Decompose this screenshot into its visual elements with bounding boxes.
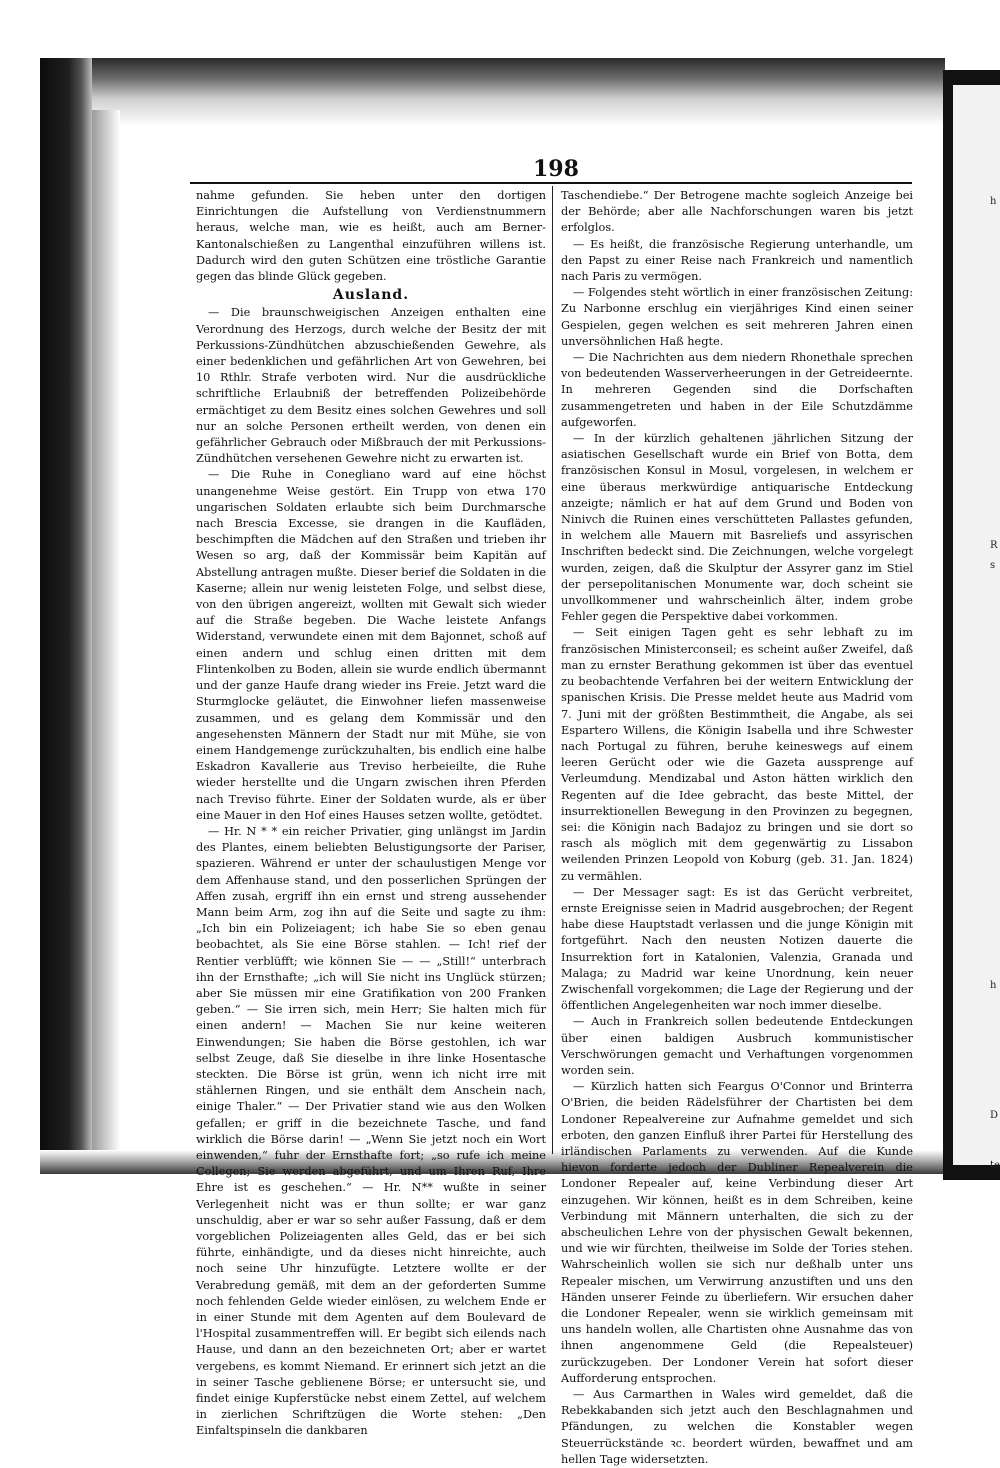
article-paragraph: — In der kürzlich gehaltenen jährlichen Sitzung der asiatischen Gesellschaft wurde ein Brief von Botta, dem französischen Konsul in Mosul, vorgelesen, in welchem er eine überaus merkwürdige antiquarische Entdeckung anzeigte; nämlich er hat auf dem Grund und Boden von Ninivch die Ruinen eines verschütteten Pallastes gefunden, in welchem alle Mauern mit Basreliefs und assyrischen Inschriften bedeckt sind. Die Zeichnungen, welche vorgelegt wurden, zeigen, daß die Skulptur der Assyrer ganz im Stiel der persepolitanischen Monumente war, doch scheint sie unvollkommener und wahrscheinlich älter, indem grobe Fehler gegen die Perspektive dabei vorkommen. xyxy=(561,432,913,624)
section-heading: Ausland. xyxy=(332,287,410,304)
article-paragraph: — Hr. N * * ein reicher Privatier, ging unlängst im Jardin des Plantes, einem beliebten Belustigungsorte der Pariser, spazieren. Während er unter der schaulustigen Menge vor dem Affenhause stand, und den posserlichen Sprüngen der Affen zusah, ergriff ihn ein ernst und streng aussehender Mann beim Arm, zog ihn auf die Seite und sagte zu ihm: „Ich bin ein Polizeiagent; ich habe Sie so eben genau beobachtet, als Sie eine Börse stahlen. — Ich! rief der Rentier verblüfft; wie können Sie — — „Still!“ unterbrach ihn der Ernsthafte; „ich will Sie nicht ins Unglück stürzen; aber Sie müssen mir eine Gratifikation von 200 Franken geben.“ — Sie irren sich, mein Herr; Sie halten mich für einen andern! — Machen Sie nur keine weiteren Einwendungen; Sie haben die Börse gestohlen, ich war selbst Zeuge, daß Sie dieselbe in ihre linke Hosentasche steckten. Die Börse ist grün, wenn ich nicht irre mit stählernen Ringen, und sie enthält dem Anschein nach, einige Thaler.“ — Der Privatier stand wie aus den Wolken gefallen; er griff in die bezeichnete Tasche, und fand wirklich die Börse darin! — „Wenn Sie jetzt noch ein Wort einwenden,“ fuhr der Ernsthafte fort; „so rufe ich meine Collegen; Sie werden abgeführt, und um Ihren Ruf, Ihre Ehre ist es geschehen.“ — Hr. N** wußte in seiner Verlegenheit nicht was er thun sollte; er war ganz unschuldig, aber er war so sehr außer Fassung, daß er dem vorgeblichen Polizeiagenten alles Geld, das er bei sich führte, einhändigte, und da dieses nicht hinreichte, auch noch seine Uhr hinzufügte. Letztere wollte er der Verabredung gemäß, mit dem an der geforderten Summe noch fehlenden Gelde wieder einlösen, zu welchem Ende er in einer Stunde mit dem Agenten auf dem Boulevard de l'Hospital zusammentreffen will. Er begibt sich eilends nach Hause, und dann an den bezeichneten Ort; aber er wartet vergebens, es kommt Niemand. Er erinnert sich jetzt an die in seiner Tasche geblienene Börse; er untersucht sie, und findet einige Kupferstücke nebst einem Zettel, auf welchem in zierlichen Schriftzügen die Worte stehen: „Den Einfaltspinseln die dankbaren xyxy=(196,824,546,1438)
header-rule xyxy=(190,182,912,184)
page-number: 198 xyxy=(533,156,579,182)
article-paragraph: — Die Ruhe in Conegliano ward auf eine höchst unangenehme Weise gestört. Ein Trupp von etwa 170 ungarischen Soldaten erlaubte sich beim Durchmarsche nach Brescia Excesse, sie drangen in die Kaufläden, beschimpften die Mädchen auf den Straßen und trieben ihr Wesen so arg, daß der Kommissär beim Kapitän auf Abstellung antragen mußte. Dieser berief die Soldaten in die Kaserne; allein nur wenig leisteten Folge, und selbst diese, von den übrigen angereizt, wollten mit Gewalt sich wieder auf die Straße begeben. Die Wache leistete Anfangs Widerstand, verwundete einen mit dem Bajonnet, schoß auf einen andern und schlug einen dritten mit dem Flintenkolben zu Boden, allein sie wurde endlich übermannt und der ganze Haufe drang wieder ins Freie. Jetzt ward die Sturmglocke geläutet, die Einwohner liefen massenweise zusammen, und es gelang dem Kommissär und den angesehensten Männern der Stadt nur mit Mühe, sie von einem Handgemenge zurückzuhalten, bis endlich eine halbe Eskadron Kavallerie aus Treviso herbeieilte, die Ruhe wieder herstellte und die Ungarn zwischen ihren Pferden nach Treviso führte. Einer der Soldaten wurde, als er über eine Mauer in den Hof eines Hauses setzen wollte, getödtet. xyxy=(196,468,546,822)
article-paragraph: — Seit einigen Tagen geht es sehr lebhaft zu im französischen Ministerconseil; es scheint außer Zweifel, daß man zu ernster Berathung gekommen ist über das eventuel zu beobachtende Verfahren bei der weitern Entwicklung der spanischen Krisis. Die Presse meldet heute aus Madrid vom 7. Juni mit der größten Bestimmtheit, die Angabe, als sei Espartero Willens, die Königin Isabella und ihre Schwester nach Portugal zu führen, beruhe keineswegs auf einem leeren Gerücht oder wie die Gazeta aussprenge auf Verleumdung. Mendizabal und Aston hätten wirklich den Regenten auf die Idee gebracht, das beste Mittel, der insurrektionellen Bewegung in den Provinzen zu begegnen, sei: die Königin nach Badajoz zu bringen und sie dort so rasch als möglich mit dem gegenwärtig zu Lissabon weilenden Prinzen Leopold von Koburg (geb. 31. Jan. 1824) zu vermählen. xyxy=(561,626,913,883)
column-divider xyxy=(552,186,553,1154)
article-paragraph: — Kürzlich hatten sich Feargus O'Connor und Brinterra O'Brien, die beiden Rädelsführer der Chartisten bei dem Londoner Repealvereine zur Aufnahme gemeldet und sich erboten, den ganzen Einfluß ihrer Partei für Herstellung des irländischen Parlaments zu verwenden. Auf die Kunde hievon forderte jedoch der Dubliner Repealverein die Londoner Repealer auf, keine Verbindung dieser Art einzugehen. Wir können, heißt es in dem Schreiben, keine Verbindung mit Männern unterhalten, die sich zu der abscheulichen Lehre von der physischen Gewalt bekennen, und wie wir fürchten, theilweise im Solde der Tories stehen. Wahrscheinlich wollen sie sich nur deßhalb unter uns Repealer mischen, um Verwirrung anzustiften und uns den Händen unserer Feinde zu überliefern. Wir ersuchen daher die Londoner Repealer, wenn sie wirklich gemeinsam mit uns handeln wollen, alle Chartisten ohne Ausnahme das von ihnen angenommene Geld (die Repealsteuer) zurückzugeben. Der Londoner Verein hat sofort dieser Aufforderung entsprochen. xyxy=(561,1080,913,1385)
article-paragraph: — Folgendes steht wörtlich in einer französischen Zeitung: Zu Narbonne erschlug ein vierjähriges Kind einen seiner Gespielen, gegen welchen es seit mehreren Jahren einen unversöhnlichen Haß hegte. xyxy=(561,286,913,348)
adjacent-page-fragment: s xyxy=(990,560,996,571)
article-paragraph: — Die Nachrichten aus dem niedern Rhonethale sprechen von bedeutenden Wasserverheerungen in der Getreideernte. In mehreren Gegenden sind die Dorfschaften zusammengetreten und haben in der Eile Schutzdämme aufgeworfen. xyxy=(561,351,913,429)
article-paragraph: — Aus Carmarthen in Wales wird gemeldet, daß die Rebekkabanden sich jetzt auch den Beschlagnahmen und Pfändungen, zu welchen die Konstabler wegen Steuerrückstände ꝛc. beordert würden, bewaffnet und am hellen Tage widersetzten. xyxy=(561,1388,913,1466)
article-paragraph: nahme gefunden. Sie heben unter den dortigen Einrichtungen die Aufstellung von Verdienstnummern heraus, welche man, wie es heißt, auch am Berner-Kantonalschießen zu Langenthal einzuführen willens ist. Dadurch wird den guten Schützen eine tröstliche Garantie gegen das blinde Glück gegeben. xyxy=(196,189,546,284)
adjacent-page-fragment: te xyxy=(990,1160,1000,1171)
article-paragraph: — Es heißt, die französische Regierung unterhandle, um den Papst zu einer Reise nach Frankreich und namentlich nach Paris zu vermögen. xyxy=(561,237,913,284)
article-paragraph: — Auch in Frankreich sollen bedeutende Entdeckungen über einen baldigen Ausbruch kommunistischer Verschwörungen gemacht und Verhaftungen vorgenommen worden sein. xyxy=(561,1015,913,1077)
left-column xyxy=(196,188,546,1440)
article-paragraph: — Der Messager sagt: Es ist das Gerücht verbreitet, ernste Ereignisse seien in Madrid ausgebrochen; der Regent habe diese Hauptstadt verlassen und die junge Königin mit fortgeführt. Nach den neusten Notizen dauerte die Insurrektion fort in Katalonien, Valenzia, Granada und Malaga; zu Madrid war keine Unordnung, kein neuer Zwischenfall vorgekommen; die Lage der Regierung und der öffentlichen Angelegenheiten war noch immer dieselbe. xyxy=(561,885,913,1013)
adjacent-page-fragment: D xyxy=(990,1110,999,1121)
right-column xyxy=(561,188,913,1468)
binding-shadow-left xyxy=(40,58,92,1166)
article-paragraph: Taschendiebe.“ Der Betrogene machte sogleich Anzeige bei der Behörde; aber alle Nachforschungen waren bis jetzt erfolglos. xyxy=(561,189,913,235)
adjacent-page-fragment: h xyxy=(990,980,997,991)
adjacent-page-edge xyxy=(953,85,1000,1165)
adjacent-page-fragment: h xyxy=(990,196,997,207)
article-paragraph: — Die braunschweigischen Anzeigen enthalten eine Verordnung des Herzogs, durch welche der Besitz der mit Perkussions-Zündhütchen abzuschießenden Gewehre, als einer bedenklichen und gefährlichen Art von Gewehren, bei 10 Rthlr. Strafe verboten wird. Nur die ausdrückliche schriftliche Erlaubniß der betreffenden Polizeibehörde ermächtiget zu dem Besitz eines solchen Gewehres und soll nur an solche Personen ertheilt werden, von denen ein gefährlicher Gebrauch oder Mißbrauch der mit Perkussions-Zündhütchen versehenen Gewehre nicht zu erwarten ist. xyxy=(196,306,546,466)
gutter-fade xyxy=(92,110,120,1170)
binding-shadow-top xyxy=(40,58,945,126)
adjacent-page-fragment: R xyxy=(990,540,998,551)
